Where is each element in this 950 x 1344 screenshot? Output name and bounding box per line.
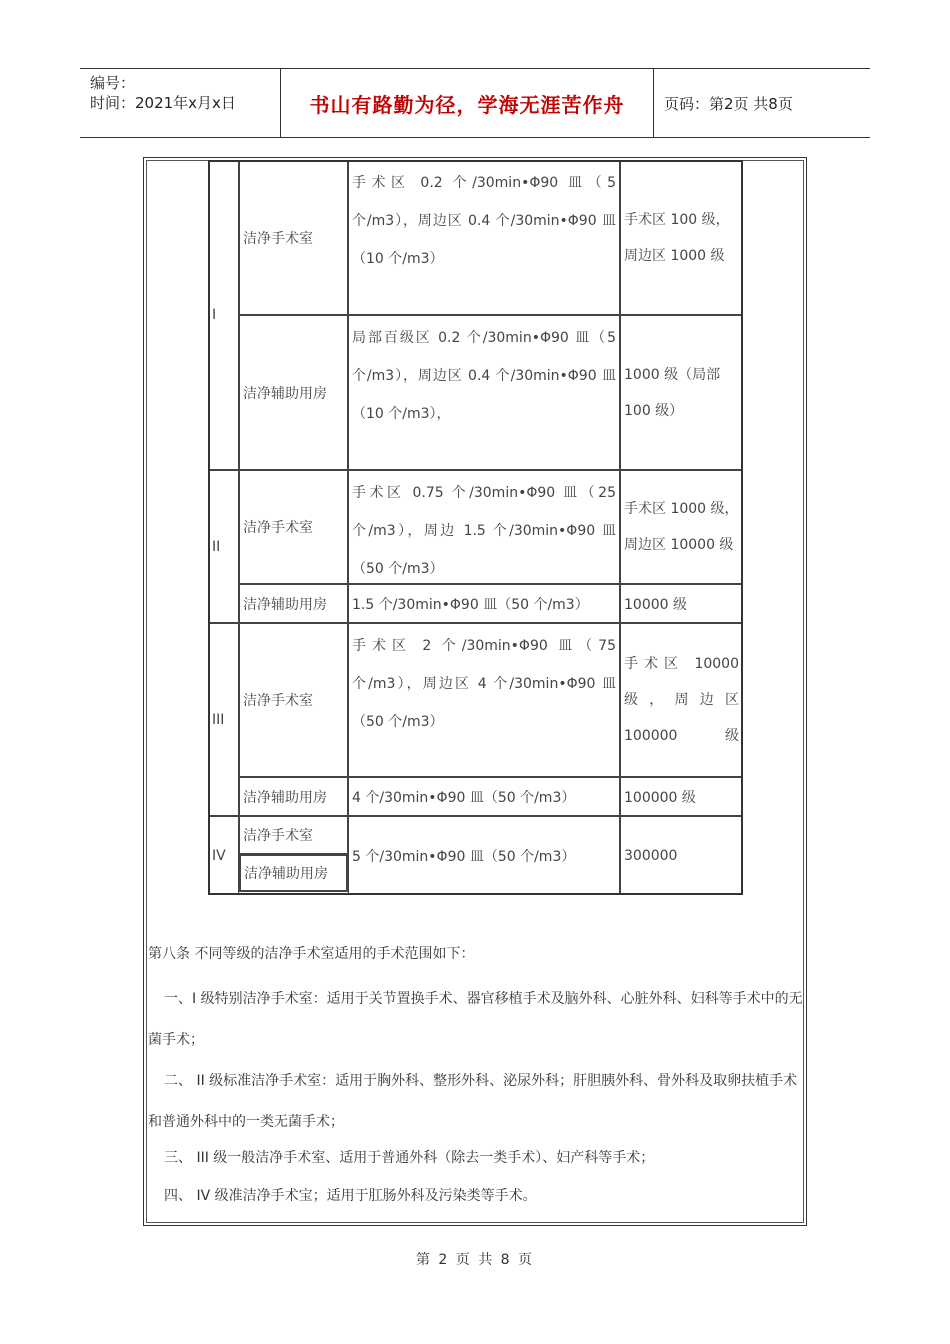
article-title: 第八条 不同等级的洁净手术室适用的手术范围如下： <box>148 946 475 962</box>
room-cell: 洁净辅助用房 <box>239 315 348 470</box>
level-cell-4: IV <box>208 816 239 895</box>
header-meta <box>80 69 281 137</box>
article-item-2: 二、 II 级标准洁净手术室：适用于胸外科、整形外科、泌尿外科；肝胆胰外科、骨外科及取卵扶植手术和普通外科中的一类无菌手术； <box>148 1073 798 1130</box>
room-cell: 洁净辅助用房 <box>239 854 348 892</box>
time-text: 时间：2021年x月x日 <box>90 94 236 112</box>
class-cell: 300000 <box>620 816 743 895</box>
header-motto: 书山有路勤为径，学海无涯苦作舟 <box>281 69 654 137</box>
level-cell-2: II <box>208 470 239 623</box>
article-item-3: 三、 III 级一般洁净手术室、适用于普通外科（除去一类手术）、妇产科等手术； <box>164 1150 655 1166</box>
room-cell: 洁净辅助用房 <box>239 777 348 816</box>
room-cell: 洁净辅助用房 <box>239 584 348 623</box>
level-cell-1: I <box>208 160 239 470</box>
footer-page-number: 第 2 页 共 8 页 <box>415 1252 535 1268</box>
grade-table <box>208 160 743 895</box>
standard-cell: 局部百级区 0.2 个/30min•Φ90 皿（5 个/m3），周边区 0.4 个/30min•Φ90 皿（10 个/m3）， <box>348 315 620 470</box>
class-cell: 手术区 1000 级，周边区 10000 级 <box>620 470 743 584</box>
header-page-number: 页码：第2页 共8页 <box>664 94 793 113</box>
standard-cell: 手术区 0.75 个/30min•Φ90 皿（25 个/m3），周边 1.5 个/30min•Φ90 皿（50 个/m3） <box>348 470 620 584</box>
room-cell: 洁净手术室 <box>239 160 348 315</box>
serial-label: 编号： <box>90 74 136 92</box>
standard-cell: 1.5 个/30min•Φ90 皿（50 个/m3） <box>348 584 620 623</box>
class-cell: 10000 级 <box>620 584 743 623</box>
standard-cell: 手术区 0.2 个/30min•Φ90 皿（5 个/m3），周边区 0.4 个/30min•Φ90 皿（10 个/m3） <box>348 160 620 315</box>
room-cell: 洁净手术室 <box>239 470 348 584</box>
article-item-1: 一、I 级特别洁净手术室：适用于关节置换手术、器官移植手术及脑外科、心脏外科、妇科等手术中的无菌手术； <box>148 991 803 1048</box>
standard-cell: 5 个/30min•Φ90 皿（50 个/m3） <box>348 816 620 895</box>
document-header <box>80 68 870 138</box>
class-cell: 手术区 10000 级，周边区 100000 级 <box>620 623 743 777</box>
standard-cell: 4 个/30min•Φ90 皿（50 个/m3） <box>348 777 620 816</box>
level-cell-3: III <box>208 623 239 816</box>
class-cell: 手术区 100 级，周边区 1000 级 <box>620 160 743 315</box>
article-item-4: 四、 IV 级准洁净手术宝；适用于肛肠外科及污染类等手术。 <box>164 1188 537 1204</box>
class-cell: 1000 级（局部 100 级） <box>620 315 743 470</box>
room-cell: 洁净手术室 <box>239 623 348 777</box>
room-cell: 洁净手术室 <box>239 816 348 854</box>
standard-cell: 手术区 2 个/30min•Φ90 皿（75 个/m3），周边区 4 个/30min•Φ90 皿（50 个/m3） <box>348 623 620 777</box>
class-cell: 100000 级 <box>620 777 743 816</box>
